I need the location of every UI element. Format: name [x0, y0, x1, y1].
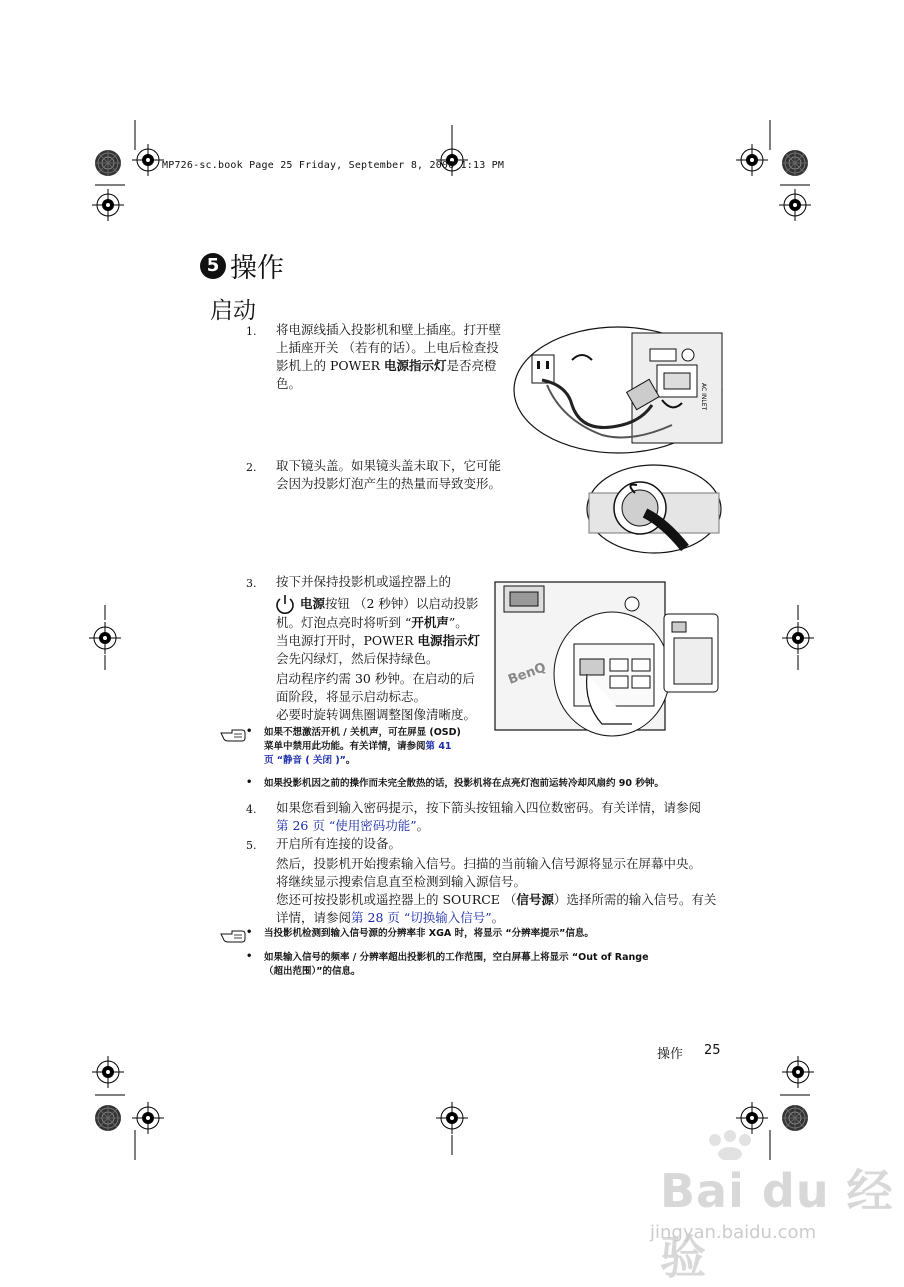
note-bullet: • [246, 927, 253, 938]
watermark-logo: Bai du 经验 [660, 1164, 894, 1284]
step-number: 2. [246, 461, 257, 474]
step-2-text: 取下镜头盖。如果镜头盖未取下，它可能 会因为投影灯泡产生的热量而导致变形。 [276, 458, 502, 491]
note-cooling-fan: 如果投影机因之前的操作而未完全散热的话，投影机将在点亮灯泡前运转冷却风扇约 90 秒钟。 [264, 778, 664, 789]
lens-cap-illustration [585, 463, 723, 555]
watermark-url: jingyan.baidu.com [650, 1222, 817, 1243]
note-resolution: 当投影机检测到输入信号源的分辨率非 XGA 时，将显示 “分辨率提示”信息。 [264, 928, 594, 939]
note-startup-sound: 如果不想激活开机 / 关机声，可在屏显 (OSD) 菜单中禁用此功能。有关详情，请参阅第 41 页 “静音 ( 关闭 )”。 [264, 727, 461, 766]
footer-chapter-label: 操作 [657, 1047, 684, 1062]
note-bullet: • [246, 726, 253, 737]
benq-logo: BenQ [506, 660, 549, 688]
note-out-of-range: 如果输入信号的频率 / 分辨率超出投影机的工作范围，空白屏幕上将显示 “Out of Range （超出范围）”的信息。 [264, 952, 649, 977]
step-number: 4. [246, 803, 257, 816]
step-3-line1: 按下并保持投影机或遥控器上的 [276, 574, 452, 589]
ac-inlet-label: AC INLET [700, 383, 707, 411]
step-3-line2: 电源按钮 （2 秒钟）以启动投影 [300, 596, 479, 611]
section-title: 启动 [210, 298, 256, 324]
page-number: 25 [704, 1043, 721, 1058]
step-3-body: 机。灯泡点亮时将听到 “开机声”。 当电源打开时，POWER 电源指示灯 会先闪绿灯，然后保持绿色。 启动程序约需 30 秒钟。在启动的后 面阶段，将显示启动标志。 必要时旋转调焦圈调整图像清晰度。 [276, 615, 481, 722]
link-password-function[interactable]: 第 26 页 “使用密码功能” [276, 818, 417, 833]
book-header: MP726-sc.book Page 25 Friday, September 8, 2006 1:13 PM [162, 160, 505, 171]
power-button-graphic [580, 659, 604, 675]
note-hand-icon [220, 928, 246, 944]
link-switch-input[interactable]: 第 28 页 “切换输入信号” [351, 910, 492, 925]
power-cord-illustration [512, 325, 724, 455]
step-number: 5. [246, 839, 257, 852]
chapter-number-badge: 5 [200, 253, 226, 279]
step-4-text: 如果您看到输入密码提示，按下箭头按钮输入四位数密码。有关详情，请参阅 第 26 页 “使用密码功能”。 [276, 800, 702, 833]
step-5-text: 开启所有连接的设备。 然后，投影机开始搜索输入信号。扫描的当前输入信号源将显示在屏幕中央。 将继续显示搜索信息直至检测到输入源信号。 您还可按投影机或遥控器上的 SOURCE （信号源）选择所需的输入信号。有关 详情，请参阅第 28 页 “切换输入信号”。 [276, 836, 717, 925]
power-icon [274, 593, 296, 615]
step-1-text: 将电源线插入投影机和壁上插座。打开壁 上插座开关 （若有的话）。上电后检查投 影机上的 POWER 电源指示灯是否亮橙 色。 [276, 322, 502, 391]
chapter-title: 操作 [230, 253, 284, 284]
link-page-41[interactable]: 第 41 [425, 741, 452, 752]
note-hand-icon [220, 727, 246, 743]
step-number: 3. [246, 577, 257, 590]
note-bullet: • [246, 777, 253, 788]
note-bullet: • [246, 951, 253, 962]
step-number: 1. [246, 325, 257, 338]
link-mute-off[interactable]: 页 “静音 ( 关闭 )” [264, 755, 346, 766]
projector-power-illustration [492, 574, 722, 739]
